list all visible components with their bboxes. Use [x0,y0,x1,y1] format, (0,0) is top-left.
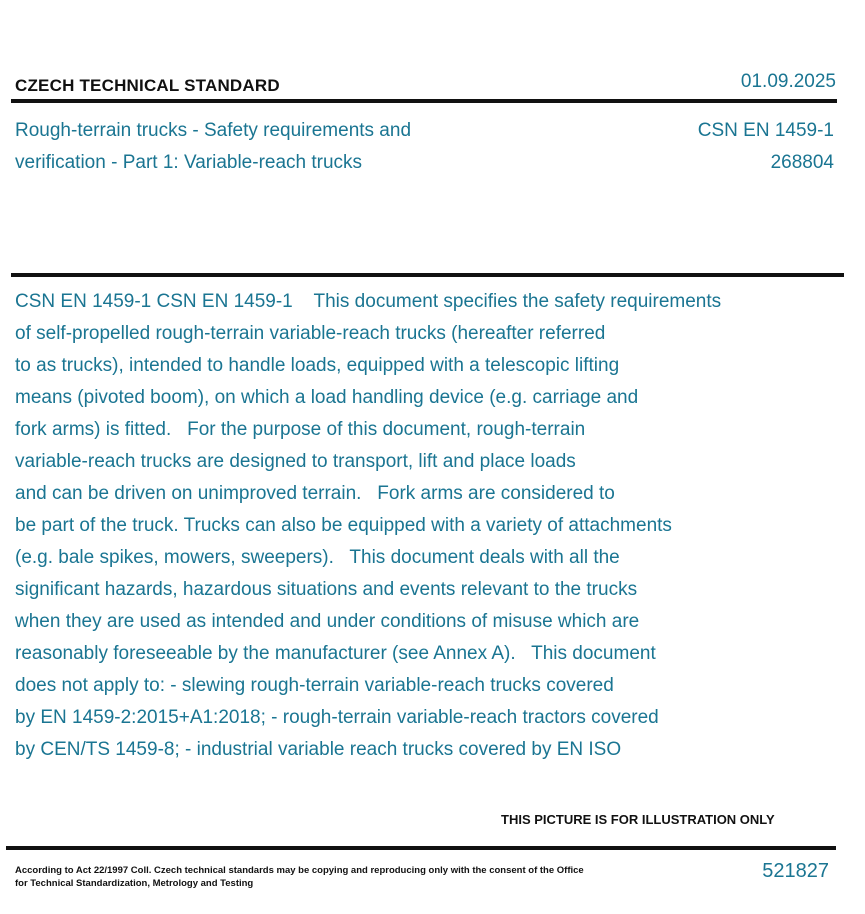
document-title-line: Rough-terrain trucks - Safety requirements and [15,120,412,141]
legal-notice-line: According to Act 22/1997 Coll. Czech technical standards may be copying and reproducing only with the consent of the Office [15,865,584,876]
abstract-line: reasonably foreseeable by the manufacturer (see Annex A). This document [15,643,656,664]
footer-rule [6,846,836,850]
abstract-line: significant hazards, hazardous situations and events relevant to the trucks [15,579,638,600]
legal-notice [15,864,595,890]
publication-date: 01.09.2025 [740,71,836,92]
abstract-line: fork arms) is fitted. For the purpose of this document, rough-terrain [15,419,586,440]
abstract-line: does not apply to: - slewing rough-terrain variable-reach trucks covered [15,675,614,696]
document-title-line: verification - Part 1: Variable-reach trucks [15,152,363,173]
document-title [15,115,535,179]
abstract-line: to as trucks), intended to handle loads, equipped with a telescopic lifting [15,355,620,376]
section-rule [11,273,844,277]
abstract-line: by CEN/TS 1459-8; - industrial variable reach trucks covered by EN ISO [15,739,622,760]
abstract-line: by EN 1459-2:2015+A1:2018; - rough-terrain variable-reach tractors covered [15,707,659,728]
illustration-notice: THIS PICTURE IS FOR ILLUSTRATION ONLY [501,812,775,827]
document-identifiers [698,115,834,179]
legal-notice-line: for Technical Standardization, Metrology and Testing [15,878,254,889]
catalog-number: 268804 [770,152,834,173]
footer-number: 521827 [762,860,829,882]
standard-label: CZECH TECHNICAL STANDARD [15,76,280,95]
abstract-line: be part of the truck. Trucks can also be equipped with a variety of attachments [15,515,672,536]
abstract-line: of self-propelled rough-terrain variable-reach trucks (hereafter referred [15,323,606,344]
abstract-line: means (pivoted boom), on which a load handling device (e.g. carriage and [15,387,639,408]
abstract-line: when they are used as intended and under conditions of misuse which are [15,611,640,632]
abstract-line: variable-reach trucks are designed to transport, lift and place loads [15,451,576,472]
header-rule [11,99,837,103]
abstract-line: CSN EN 1459-1 CSN EN 1459-1 This document specifies the safety requirements [15,291,722,312]
abstract-text [15,286,825,766]
standard-code: CSN EN 1459-1 [697,120,834,141]
abstract-line: and can be driven on unimproved terrain. Fork arms are considered to [15,483,615,504]
abstract-line: (e.g. bale spikes, mowers, sweepers). This document deals with all the [15,547,620,568]
